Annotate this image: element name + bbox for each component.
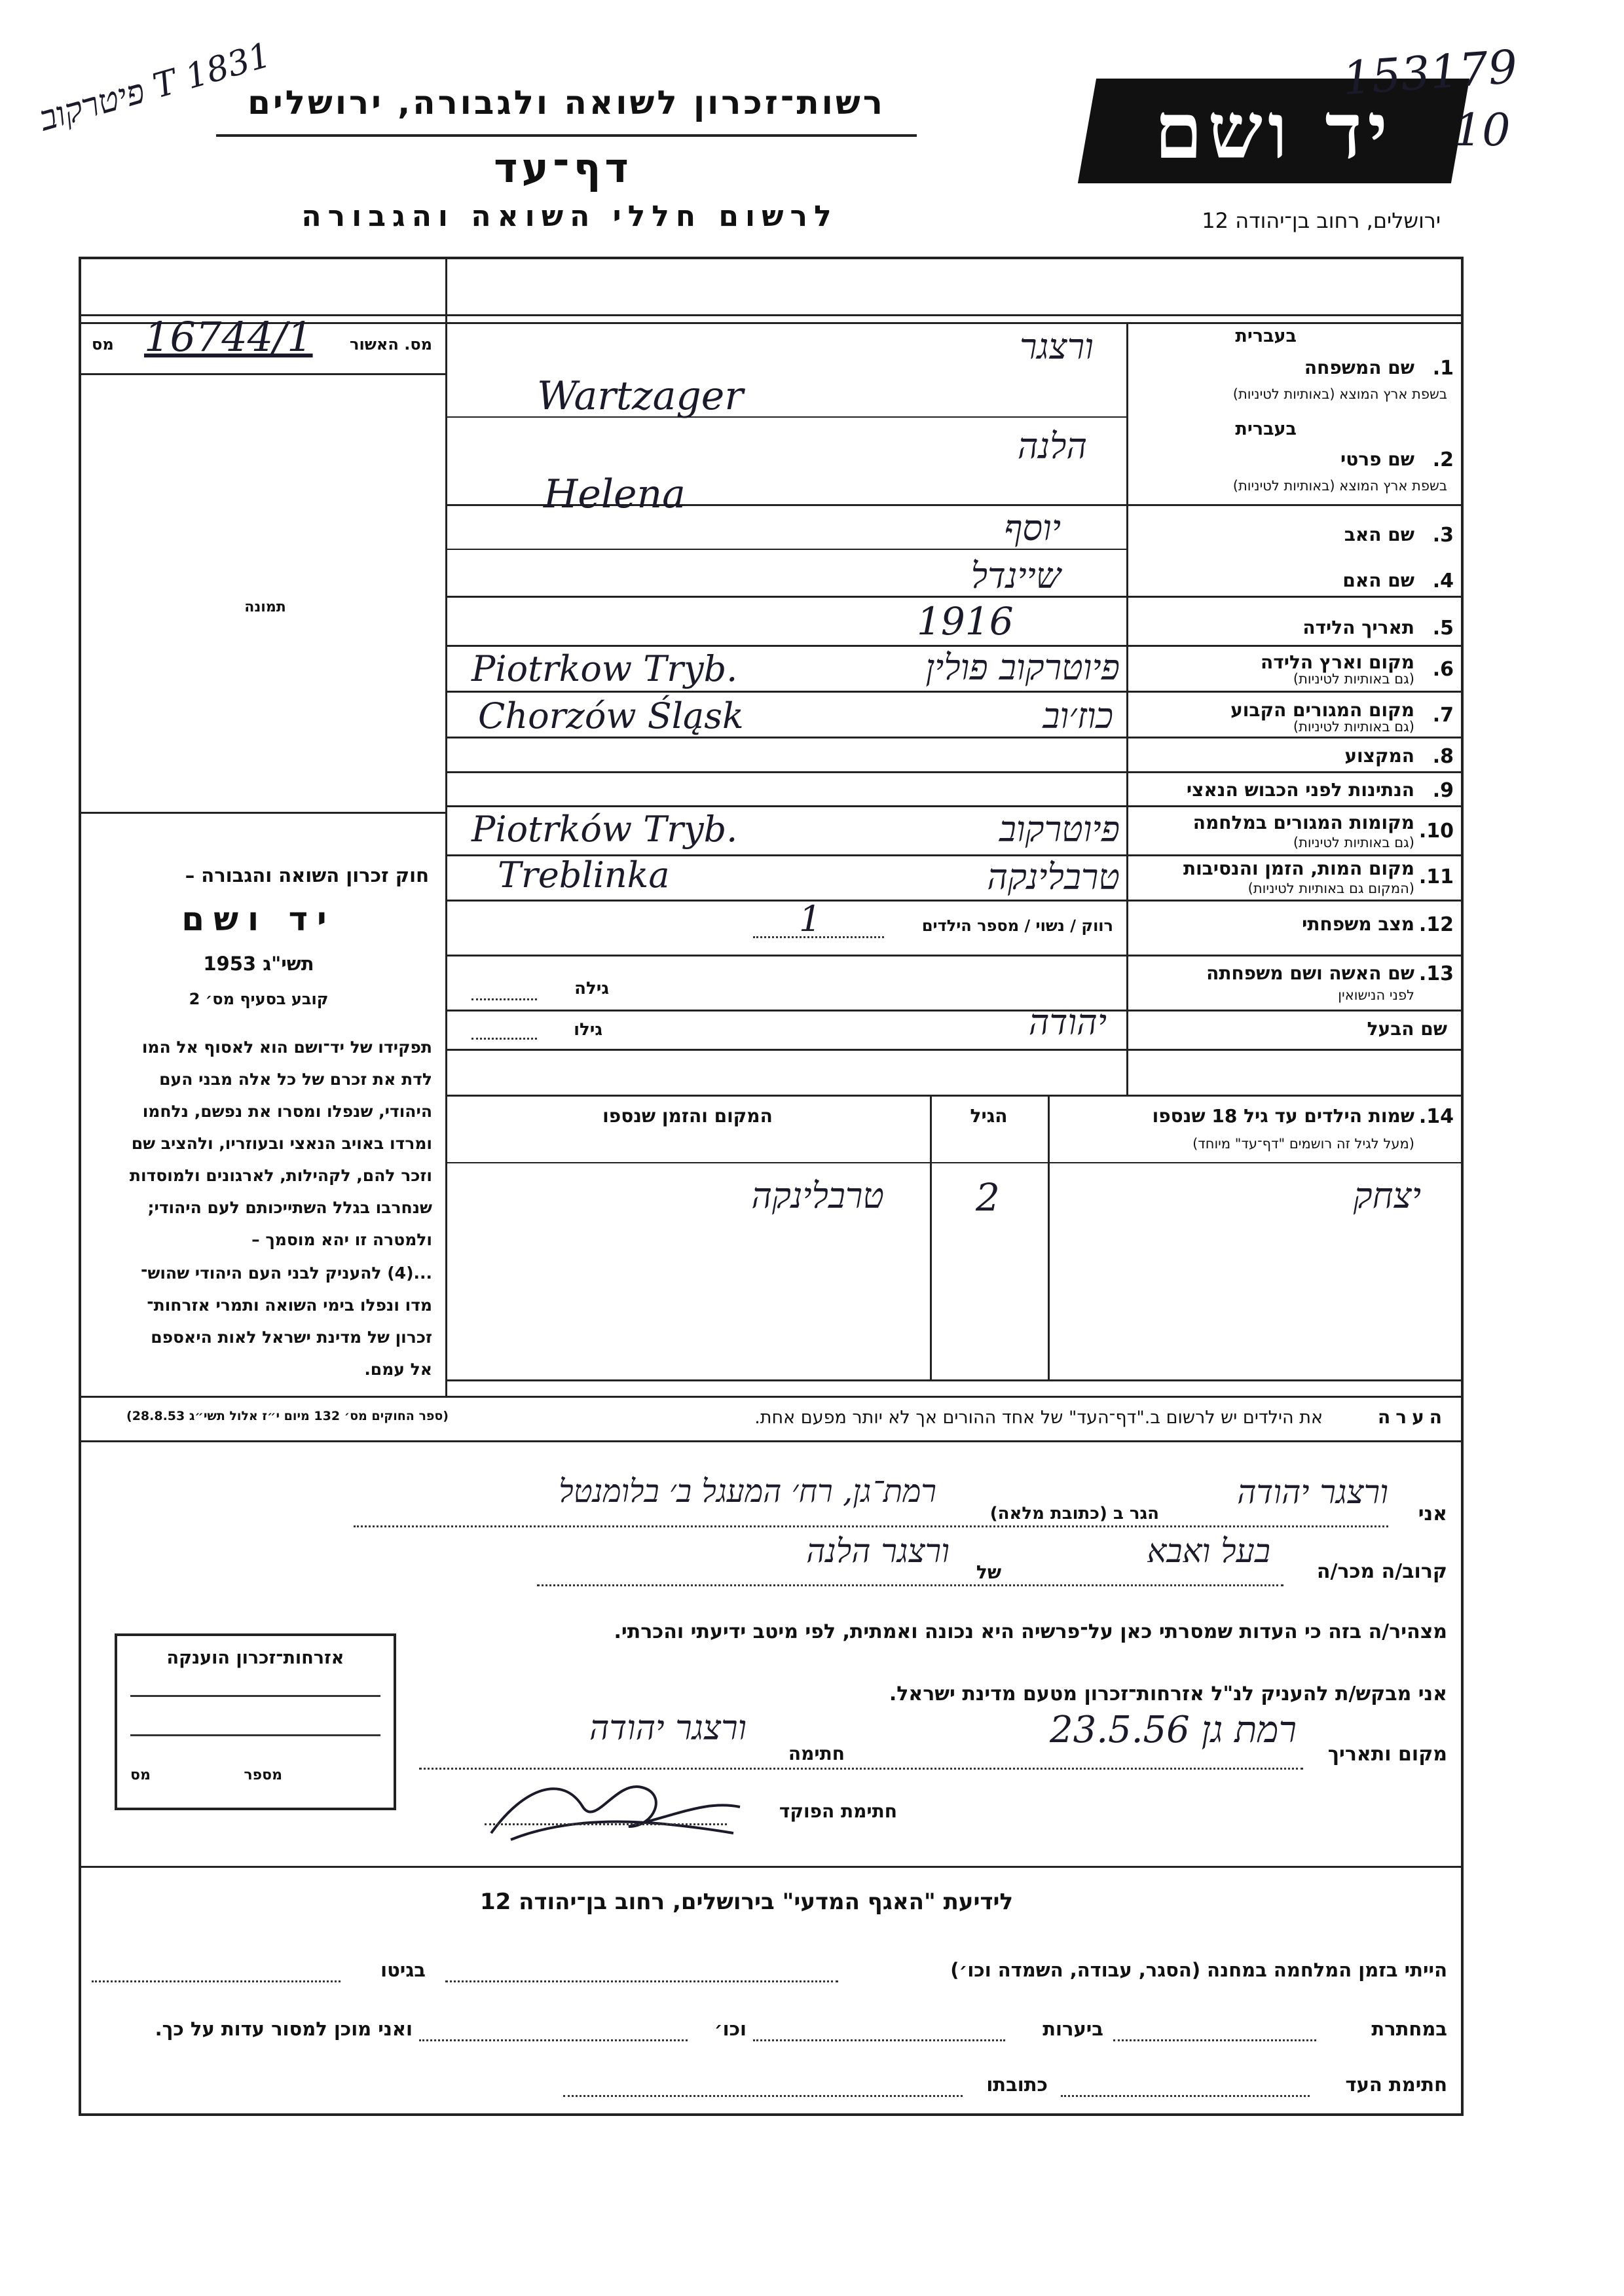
law-line: זכרון של מדינת ישראל לאות היאספם [151,1328,432,1347]
law-line: ומרדו באויב הנאצי ובעוזריו, ולהציב שם [131,1134,432,1153]
officer-signature [485,1761,747,1853]
research-line2-b: ביערות [1043,2018,1103,2040]
row-rule [445,900,1464,902]
wife-age-line [471,998,537,1000]
decl-signature-value[interactable]: ורצגר יהודה [589,1709,747,1748]
authority-title: רשות־זכרון לשואה ולגבורה, ירושלים [248,84,885,122]
row-rule [445,1095,1464,1097]
decl-resident-label: הגר ב (כתובת מלאה) [989,1504,1159,1523]
note-top-rule [79,1396,1464,1398]
field-6-value-hebrew[interactable]: פיוטרקוב פולין [925,647,1120,688]
field-5-num: 5. [1432,617,1454,640]
research-title: לידיעת "האגף המדעי" בירושלים, רחוב בן־יהודה 12 [479,1889,1014,1915]
corner-note: T 1831 פיטרקוב [35,35,276,139]
field-11-num: 11. [1418,866,1454,888]
row-rule [445,691,1464,693]
field-2-num: 2. [1432,448,1454,471]
photo-label: תמונה [244,599,286,615]
field-1-label: שם המשפחה [1304,357,1414,378]
form-subtitle: לרשום חללי השואה והגבורה [301,200,838,233]
husband-label: שם הבעל [1367,1018,1447,1040]
photo-rule [79,812,445,814]
law-line: היהודי, שנפלו ומסרו את נפשם, נלחמו [142,1102,432,1121]
law-line: ...(4) להעניק לבני העם היהודי שהוש־ [140,1264,432,1283]
decl-i-label: אני [1418,1503,1447,1525]
top-band-divider [445,257,447,322]
corner-number: 153179 [1340,39,1519,106]
research-line2-d: ואני מוכן למסור עדות על כך. [155,2018,413,2040]
corner-number-2: 10 [1454,105,1511,156]
law-name: יד ושם [181,900,336,938]
field-2-value-latin[interactable]: Helena [544,471,686,517]
field-3-value[interactable]: יוסף [1004,507,1061,549]
research-line2-a: במחתרת [1371,2018,1447,2040]
field-10-value-hebrew[interactable]: פיוטרקוב [999,809,1120,850]
research-line3-fill-a [1061,2095,1310,2097]
children-subtitle: (מעל לגיל זה רושמים "דף־עד" מיוחד) [1192,1136,1414,1152]
field-13-label: שם האשה ושם משפחתה [1206,962,1414,984]
field-7-label: מקום המגורים הקבוע [1230,699,1414,721]
approval-number-label: מס. האשור [350,335,432,354]
children-col-age: הגיל [970,1105,1008,1127]
law-paragraph-1 [85,1031,432,1256]
decl-officer-label: חתימת הפוקד [779,1800,897,1822]
row-rule [445,771,1464,773]
field-7-sub: (גם באותיות לטיניות) [1293,719,1414,735]
decl-resident-value[interactable]: רמת־גן, רח׳ המעגל ב׳ בלומנטל [559,1473,936,1510]
research-line2-fill-b [753,2039,1005,2041]
law-line: לדת את זכרם של כל אלה מבני העם [159,1070,432,1089]
field-13-num: 13. [1418,962,1454,985]
field-7-num: 7. [1432,704,1454,727]
field-10-sub: (גם באותיות לטיניות) [1293,835,1414,850]
field-8-label: המקצוע [1344,745,1414,767]
label-column-divider [1126,322,1128,1095]
research-line1-fill-b [92,1980,341,1982]
children-num: 14. [1418,1105,1454,1128]
research-line1-b: בגיטו [380,1959,426,1981]
law-clause: קובע בסעיף מס׳ 2 [189,990,329,1008]
research-top-rule [79,1866,1464,1868]
field-4-value[interactable]: שיינדל [970,555,1061,596]
research-line1-a: הייתי בזמן המלחמה במחנה (הסגר, עבודה, השמדה וכו׳) [950,1959,1447,1981]
field-12-label: מצב משפחתי [1302,913,1414,935]
field-10-value-latin[interactable]: Piotrków Tryb. [471,809,738,850]
row-rule [445,737,1464,738]
form-title: דף־עד [494,144,633,192]
field-12-num: 12. [1418,913,1454,936]
note-label: הערה [1378,1406,1447,1428]
field-11-label: מקום המות, הזמן והנסיבות [1183,858,1414,879]
children-col-place: המקום והזמן שנספו [602,1105,773,1127]
field-6-num: 6. [1432,658,1454,681]
decl-i-value[interactable]: ורצגר יהודה [1237,1473,1388,1511]
field-6-value-latin[interactable]: Piotrkow Tryb. [471,648,738,689]
field-2-sub: בשפת ארץ המוצא (באותיות לטיניות) [1232,478,1447,494]
field-6-sub: (גם באותיות לטיניות) [1293,671,1414,687]
child-place[interactable]: טרבלינקה [751,1175,884,1216]
field-8-num: 8. [1432,745,1454,768]
law-line: תפקידו של יד־ושם הוא לאסוף אל המו [141,1038,432,1057]
decl-signature-label: חתימה [788,1743,845,1764]
citizenship-box [115,1633,396,1810]
research-line3-a: חתימת העד [1345,2073,1447,2096]
citizenship-line-2 [130,1734,380,1736]
row-rule [445,955,1464,957]
field-5-value[interactable]: 1916 [917,599,1014,644]
note-bottom-rule [79,1440,1464,1442]
field-9-label: הנתינות לפני הכבוש הנאצי [1186,779,1414,801]
field-10-num: 10. [1418,820,1454,843]
field-6-label: מקום וארץ הלידה [1261,651,1414,673]
field-1-sub: בשפת ארץ המוצא (באותיות לטיניות) [1232,386,1447,402]
research-line2-fill-a [1113,2039,1316,2041]
field-10-label: מקומות המגורים במלחמה [1192,812,1414,833]
law-line: שנחרבו בגלל השתייכותם לעם היהודי; [147,1198,432,1217]
decl-relative-label: קרוב/ה מכר/ה [1316,1560,1447,1583]
field-4-label: שם האם [1342,570,1414,591]
field-12-sub: רווק / נשוי / מספר הילדים [921,917,1113,935]
children-title: שמות הילדים עד גיל 18 שנספו [1152,1105,1414,1127]
law-year: תשי"ג 1953 [203,953,314,975]
decl-line-4 [485,1823,727,1825]
logo-text: יד ושם [1154,85,1393,176]
citizenship-number-prefix: מס [130,1767,151,1783]
research-line1-fill-a [445,1980,838,1982]
field-1-value-latin[interactable]: Wartzager [537,373,743,419]
law-source: (ספר החוקים מס׳ 132 מיום י״ז אלול תשי״ג 28.8.53) [126,1409,449,1423]
approval-number-value: 16744/1 [144,313,313,361]
research-line3-fill-b [563,2095,963,2097]
field-11-value-latin[interactable]: Treblinka [498,854,670,896]
field-7-value-hebrew[interactable]: כוז׳וב [1043,695,1113,737]
decl-request: אני מבקש/ת להעניק לנ"ל אזרחות־זכרון מטעם מדינת ישראל. [889,1683,1447,1705]
citizenship-number-label: מספר [244,1767,282,1783]
approval-rule [79,373,445,375]
field-11-value-hebrew[interactable]: טרבלינקה [987,856,1120,898]
decl-relative-value[interactable]: בעל ואבא [1147,1532,1270,1570]
law-title: חוק זכרון השואה והגבורה – [185,864,429,886]
research-line3-b: כתובתו [986,2073,1048,2096]
children-col-divider-2 [1048,1095,1050,1379]
field-4-num: 4. [1432,570,1454,592]
field-11-sub: (המקום גם באותיות לטיניות) [1247,881,1414,896]
note-text: את הילדים יש לרשום ב."דף־העד" של אחד ההורים אך לא יותר מפעם אחת. [754,1408,1323,1428]
husband-age-label: גילו [574,1020,602,1040]
children-header-rule [445,1162,1464,1163]
field-3-label: שם האב [1344,524,1414,545]
field-12-value[interactable]: 1 [799,898,822,939]
decl-place-date-value[interactable]: רמת גן 23.5.56 [1050,1709,1297,1751]
children-col-divider-1 [930,1095,932,1379]
husband-age-line [471,1038,537,1040]
law-line: אל עמם. [364,1360,432,1379]
decl-line-1 [354,1525,1388,1527]
field-2-lang: בעברית [1235,419,1297,439]
field-1-num: 1. [1432,357,1454,380]
decl-of-label: של [976,1561,1002,1583]
left-column-divider [445,322,447,1396]
citizenship-line-1 [130,1695,380,1697]
citizenship-title: אזרחות־זכרון הוענקה [166,1648,344,1668]
law-line: וזכר להם, לקהילות, לארגונים ולמוסדות [129,1166,432,1185]
law-line: ולמטרה זו יהא מוסמך – [251,1230,432,1249]
approval-prefix: מס [92,335,114,354]
field-5-label: תאריך הלידה [1302,617,1414,638]
address: ירושלים, רחוב בן־יהודה 12 [1202,208,1441,233]
field-9-num: 9. [1432,779,1454,802]
decl-statement: מצהיר/ה בזה כי העדות שמסרתי כאן על־פרשיה היא נכונה ואמתית, לפי מיטב ידיעתי והכרתי. [614,1620,1447,1643]
field-13-age-label: גילה [574,979,609,998]
field-1-lang: בעברית [1235,326,1297,346]
decl-of-value[interactable]: ורצגר הלנה [806,1532,950,1570]
field-3-num: 3. [1432,524,1454,547]
children-bottom-rule [445,1379,1464,1381]
row-rule [445,805,1464,807]
decl-line-2 [537,1584,1283,1586]
decl-place-date-label: מקום ותאריך [1327,1743,1447,1766]
field-7-value-latin[interactable]: Chorzów Śląsk [478,695,744,737]
research-line2-fill-c [419,2039,688,2041]
row-rule [445,549,1126,550]
child-age[interactable]: 2 [976,1175,1000,1220]
field-1-value-hebrew[interactable]: ורצגר [1020,326,1094,367]
husband-value[interactable]: יהודה [1028,1002,1107,1043]
law-line: מדו ונפלו בימי השואה ותמרי אזרחות־ [147,1296,432,1315]
field-2-label: שם פרטי [1340,448,1414,470]
law-paragraph-2 [85,1257,432,1385]
row-rule [445,1049,1464,1051]
research-line2-c: וכו׳ [714,2018,747,2040]
child-name[interactable]: יצחק [1353,1175,1421,1216]
field-13-sub: לפני הנישואין [1338,987,1414,1003]
header-rule [216,134,917,137]
field-2-value-hebrew[interactable]: הלנה [1017,426,1087,467]
